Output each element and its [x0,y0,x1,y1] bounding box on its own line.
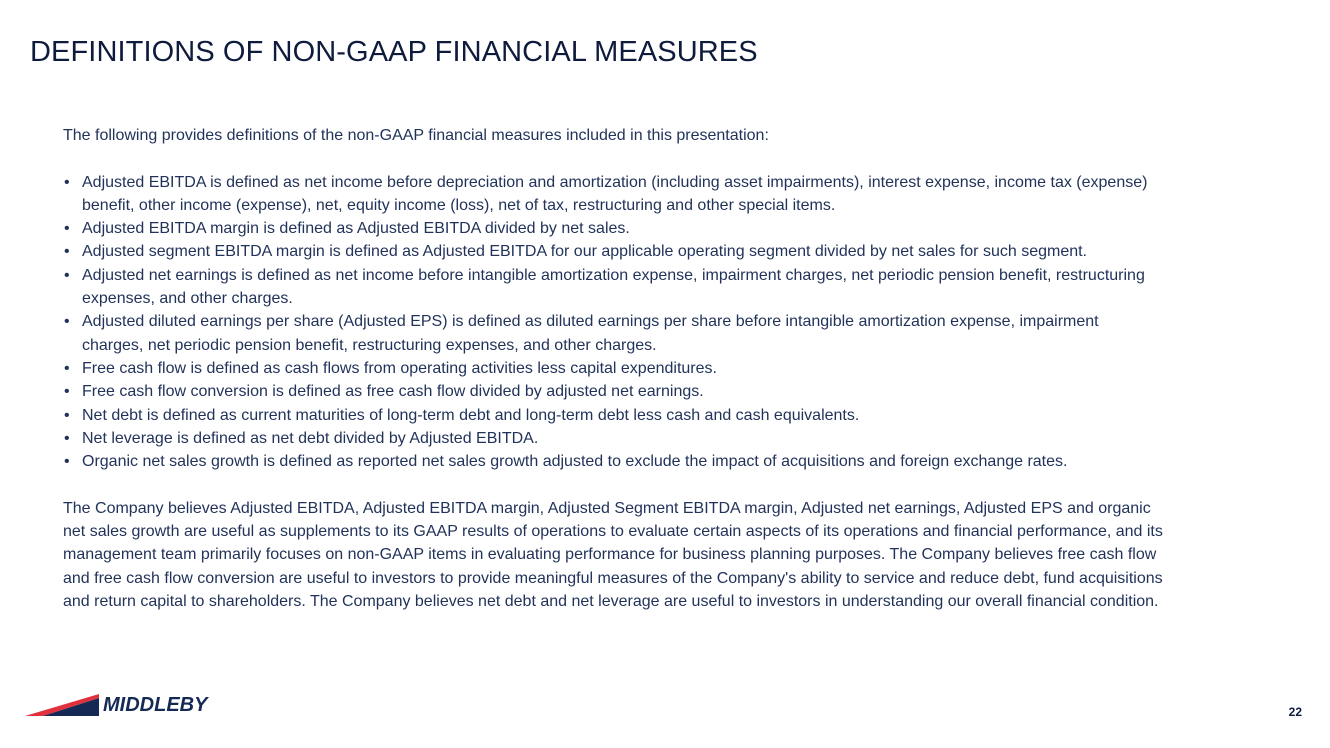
definitions-list [63,171,1163,474]
definition-item: • Adjusted net earnings is defined as net income before intangible amortization expense, impairment charges, net periodic pension benefit, restructuring expenses, and other charges. [63,264,1163,311]
definition-item: • Adjusted diluted earnings per share (Adjusted EPS) is defined as diluted earnings per share before intangible amortization expense, impairment charges, net periodic pension benefit, restructuring expenses, and other charges. [63,310,1163,357]
middleby-logo [25,693,207,717]
definition-item: • Net leverage is defined as net debt divided by Adjusted EBITDA. [63,427,1163,450]
definition-item: • Free cash flow conversion is defined as free cash flow divided by adjusted net earnings. [63,380,1163,403]
page-number: 22 [1288,705,1302,719]
slide-title: DEFINITIONS OF NON-GAAP FINANCIAL MEASURES [30,36,758,68]
definition-item: • Net debt is defined as current maturities of long-term debt and long-term debt less cash and cash equivalents. [63,404,1163,427]
definition-item: • Adjusted EBITDA is defined as net income before depreciation and amortization (including asset impairments), interest expense, income tax (expense) benefit, other income (expense), net, equity income (loss), net of tax, restructuring and other special items. [63,171,1163,218]
intro-text: The following provides definitions of the non-GAAP financial measures included in this presentation: [63,127,769,144]
definition-item: • Organic net sales growth is defined as reported net sales growth adjusted to exclude the impact of acquisitions and foreign exchange rates. [63,450,1163,473]
definitions-content [63,124,1163,613]
definition-item: • Adjusted segment EBITDA margin is defined as Adjusted EBITDA for our applicable operating segment divided by net sales for such segment. [63,240,1163,263]
closing-paragraph: The Company believes Adjusted EBITDA, Adjusted EBITDA margin, Adjusted Segment EBITDA margin, Adjusted net earnings, Adjusted EPS and organic net sales growth are useful as supplements to its GAAP results of operations to evaluate certain aspects of its operations and financial performance, and its management team primarily focuses on non-GAAP items in evaluating performance for business planning purposes. The Company believes free cash flow and free cash flow conversion are useful to investors to provide meaningful measures of the Company's ability to service and reduce debt, fund acquisitions and return capital to shareholders. The Company believes net debt and net leverage are useful to investors in understanding our overall financial condition. [63,499,1163,610]
definition-item: • Adjusted EBITDA margin is defined as Adjusted EBITDA divided by net sales. [63,217,1163,240]
logo-wordmark: MIDDLEBY [103,694,208,716]
logo-mark-icon [25,694,99,716]
definition-item: • Free cash flow is defined as cash flows from operating activities less capital expenditures. [63,357,1163,380]
